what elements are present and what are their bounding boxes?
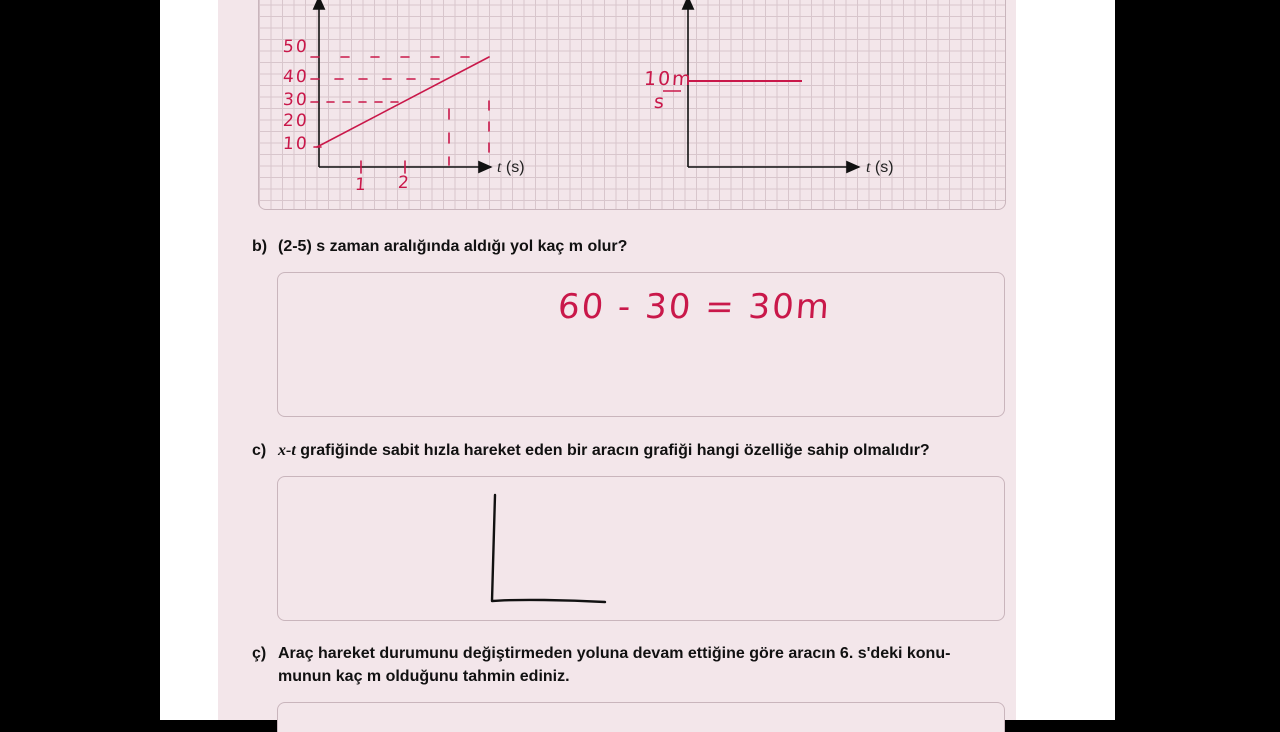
velocity-value-label: 10m	[643, 68, 694, 90]
left-graph-handwriting	[311, 57, 491, 173]
question-b-text: (2-5) s zaman aralığında aldığı yol kaç m olur?	[278, 238, 628, 255]
question-c-letter: c)	[252, 442, 267, 459]
question-c-math: x-t	[278, 442, 296, 459]
y-tick-20: 20	[282, 111, 310, 131]
y-tick-40: 40	[282, 67, 310, 87]
answer-b-handwriting: 60 - 30 = 30m	[556, 287, 833, 327]
answer-box-cc[interactable]	[277, 702, 1005, 732]
left-x-axis-label: t (s)	[497, 159, 525, 176]
x-tick-2: 2	[397, 173, 412, 193]
question-b	[252, 235, 627, 258]
velocity-unit-label: s	[653, 91, 667, 113]
answer-c-sketch	[278, 477, 1004, 620]
question-cc-text	[278, 642, 1008, 688]
graph-panel	[258, 0, 1006, 210]
question-cc-letter: ç)	[252, 645, 267, 662]
y-tick-30: 30	[282, 90, 310, 110]
question-c	[252, 439, 930, 462]
answer-box-b[interactable]	[277, 272, 1005, 417]
y-tick-50: 50	[282, 37, 310, 57]
question-c-text: grafiğinde sabit hızla hareket eden bir aracın grafiği hangi özelliğe sahip olmalıdır?	[295, 442, 930, 459]
question-cc-line-1: Araç hareket durumunu değiştirmeden yoluna devam ettiğine göre aracın 6. s'deki konu-	[278, 645, 951, 662]
right-x-axis-label: t (s)	[866, 159, 894, 176]
question-cc	[252, 642, 1012, 690]
x-tick-1: 1	[354, 175, 369, 195]
answer-box-c[interactable]	[277, 476, 1005, 621]
graphs-drawing	[259, 0, 1006, 210]
question-cc-line-2: munun kaç m olduğunu tahmin ediniz.	[278, 668, 570, 685]
question-b-letter: b)	[252, 238, 268, 255]
y-tick-10: 10	[282, 134, 310, 154]
